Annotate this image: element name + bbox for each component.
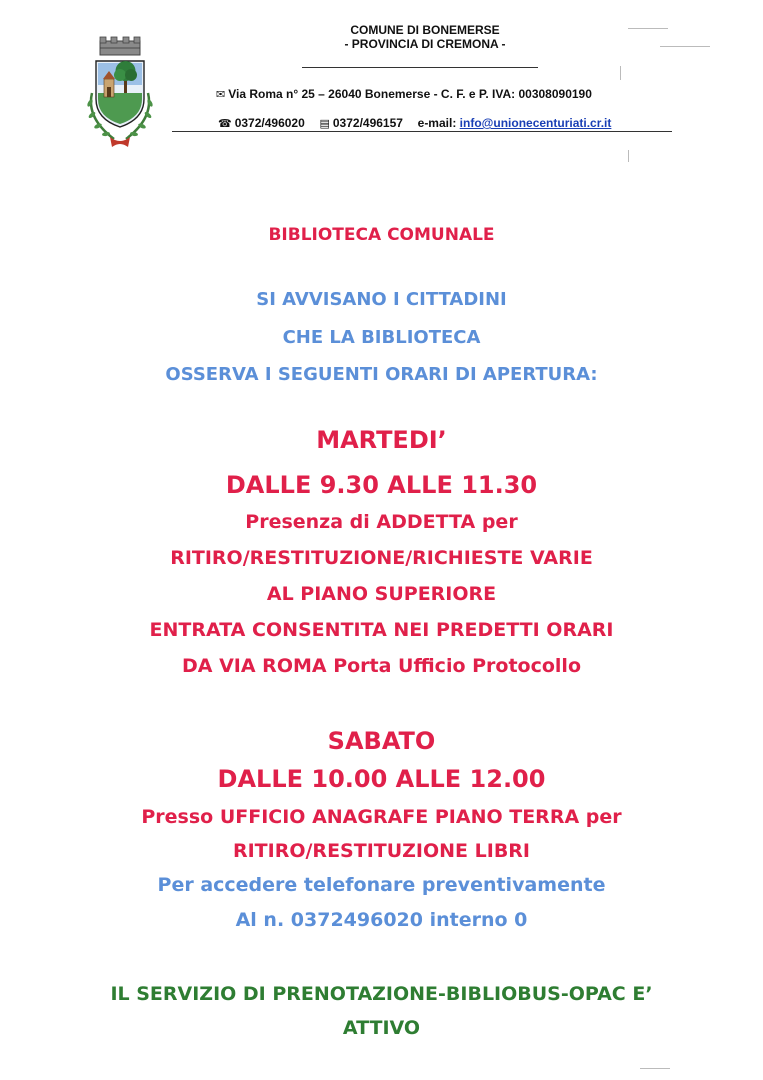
email-link[interactable]: info@unionecenturiati.cr.it: [459, 116, 612, 130]
tuesday-day: MARTEDI’: [316, 426, 447, 454]
fax-number: 0372/496157: [332, 116, 403, 130]
contact-line: [218, 116, 611, 130]
notice-title: BIBLIOTECA COMUNALE: [268, 225, 495, 245]
saturday-hours: DALLE 10.00 ALLE 12.00: [217, 765, 546, 793]
provincia-name: - PROVINCIA DI CREMONA -: [344, 37, 506, 51]
tuesday-line-3: AL PIANO SUPERIORE: [266, 583, 497, 605]
scan-speck: [628, 28, 668, 29]
comune-name: COMUNE DI BONEMERSE: [350, 23, 500, 37]
tuesday-line-1: Presenza di ADDETTA per: [245, 511, 518, 533]
address-line: [216, 87, 592, 101]
service-line-2: ATTIVO: [342, 1017, 421, 1039]
saturday-line-2: RITIRO/RESTITUZIONE LIBRI: [232, 840, 530, 862]
saturday-day: SABATO: [327, 727, 436, 755]
tuesday-line-2: RITIRO/RESTITUZIONE/RICHIESTE VARIE: [170, 547, 593, 569]
scan-speck: [640, 1068, 670, 1069]
municipal-crest-icon: [80, 33, 160, 158]
intro-line-2: CHE LA BIBLIOTECA: [282, 327, 481, 348]
scan-speck: [620, 66, 621, 80]
phone-number: 0372/496020: [234, 116, 305, 130]
header-rule-top: [302, 67, 538, 68]
saturday-info-2: Al n. 0372496020 interno 0: [235, 909, 528, 931]
header-rule-bottom: [172, 131, 672, 132]
scan-speck: [628, 150, 629, 162]
telephone-icon: ☎: [218, 118, 232, 130]
letter-icon: ✉: [216, 89, 226, 101]
saturday-info-1: Per accedere telefonare preventivamente: [157, 874, 606, 896]
intro-line-1: SI AVVISANO I CITTADINI: [256, 289, 507, 310]
tuesday-line-4: ENTRATA CONSENTITA NEI PREDETTI ORARI: [149, 619, 614, 641]
scan-speck: [660, 46, 710, 47]
intro-line-3: OSSERVA I SEGUENTI ORARI DI APERTURA:: [165, 364, 598, 385]
saturday-line-1: Presso UFFICIO ANAGRAFE PIANO TERRA per: [141, 806, 622, 828]
tuesday-hours: DALLE 9.30 ALLE 11.30: [225, 471, 538, 499]
address-text: Via Roma n° 25 – 26040 Bonemerse - C. F. e P. IVA: 00308090190: [228, 87, 592, 101]
email-label: e-mail:: [417, 116, 457, 130]
fax-icon: ▤: [319, 118, 330, 130]
tuesday-line-5: DA VIA ROMA Porta Ufficio Protocollo: [182, 655, 581, 677]
service-line-1: IL SERVIZIO DI PRENOTAZIONE-BIBLIOBUS-OPAC E’: [110, 983, 653, 1005]
